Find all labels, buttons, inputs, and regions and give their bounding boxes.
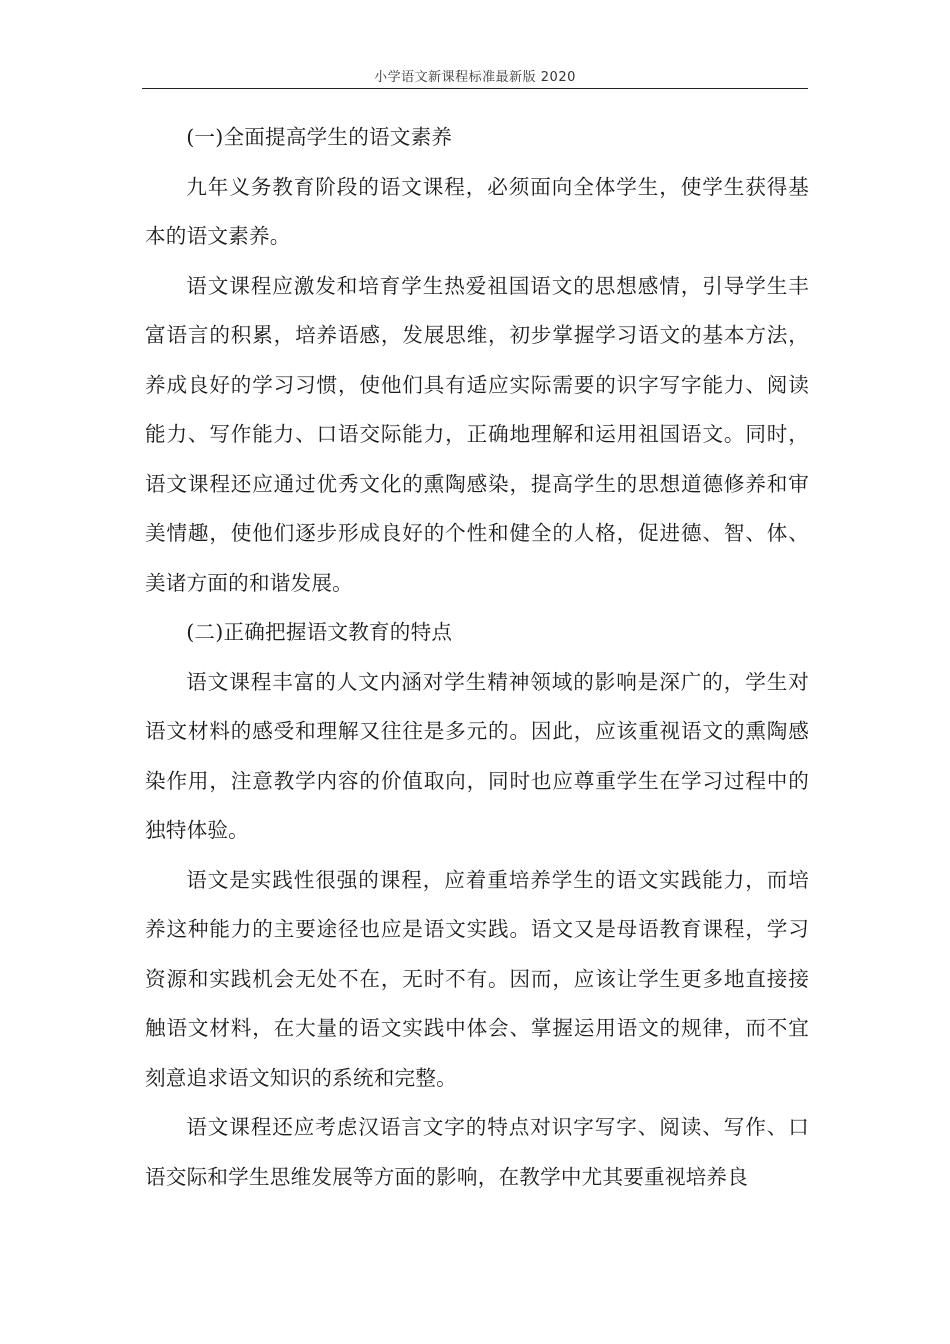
paragraph: 语文课程还应考虑汉语言文字的特点对识字写字、阅读、写作、口语交际和学生思维发展等方面的影响，在教学中尤其要重视培养良 [145,1115,809,1189]
paragraph: 九年义务教育阶段的语文课程，必须面向全体学生，使学生获得基本的语文素养。 [145,174,809,248]
header-divider [142,88,808,89]
document-body [145,113,809,1202]
paragraph: 语文课程丰富的人文内涵对学生精神领域的影响是深广的，学生对语文材料的感受和理解又往往是多元的。因此，应该重视语文的熏陶感染作用，注意教学内容的价值取向，同时也应尊重学生在学习过程中的独特体验。 [145,669,809,842]
section-heading-2: (二)正确把握语文教育的特点 [186,620,453,644]
paragraph: 语文是实践性很强的课程，应着重培养学生的语文实践能力，而培养这种能力的主要途径也应是语文实践。语文又是母语教育课程，学习资源和实践机会无处不在，无时不有。因而，应该让学生更多地直接接触语文材料，在大量的语文实践中体会、掌握运用语文的规律，而不宜刻意追求语文知识的系统和完整。 [145,867,809,1090]
section-heading-1: (一)全面提高学生的语文素养 [186,125,453,149]
paragraph: 语文课程应激发和培育学生热爱祖国语文的思想感情，引导学生丰富语言的积累，培养语感，发展思维，初步掌握学习语文的基本方法，养成良好的学习习惯，使他们具有适应实际需要的识字写字能力、阅读能力、写作能力、口语交际能力，正确地理解和运用祖国语文。同时，语文课程还应通过优秀文化的熏陶感染，提高学生的思想道德修养和审美情趣，使他们逐步形成良好的个性和健全的人格，促进德、智、体、美诸方面的和谐发展。 [145,273,809,595]
page-header: 小学语文新课程标准最新版 2020 [374,70,576,85]
